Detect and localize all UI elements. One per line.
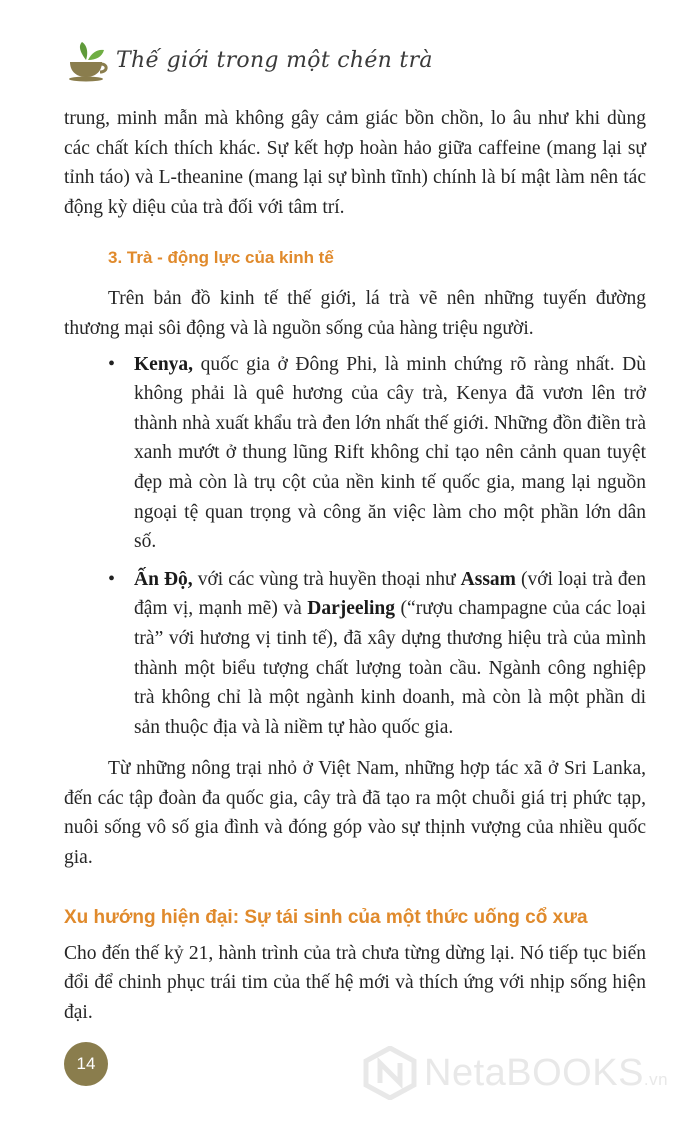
- list-item-india: [134, 565, 646, 743]
- tea-cup-icon: [66, 40, 110, 82]
- list-item-text: (với loại trà đen đậm vị, mạnh mẽ) và: [134, 568, 647, 620]
- list-item-text: (“rượu champagne của các loại trà” với hương vị tinh tế), đã xây dựng thương hiệu trà của mình thành một biểu tượng chất lượng toàn cầu. Ngành công nghiệp trà không chỉ là một ngành kinh doanh, mà còn là một phần di sản thuộc địa và là niềm tự hào quốc gia.: [134, 598, 646, 738]
- list-item-kenya: [134, 350, 646, 557]
- subsection-intro: Trên bản đồ kinh tế thế giới, lá trà vẽ nên những tuyến đường thương mại sôi động và là nguồn sống của hàng triệu người.: [64, 288, 646, 339]
- page-number: 14: [64, 1042, 108, 1086]
- netabooks-watermark: [362, 1046, 692, 1100]
- bold-term: Assam: [460, 568, 516, 590]
- subsection-heading: 3. Trà - động lực của kinh tế: [108, 248, 334, 268]
- bold-term: Kenya,: [134, 353, 194, 375]
- bold-term: Darjeeling: [307, 598, 396, 620]
- page-header: [66, 40, 626, 84]
- section-paragraph: Cho đến thế kỷ 21, hành trình của trà chưa từng dừng lại. Nó tiếp tục biến đổi để chinh phục trái tim của thế hệ mới và thích ứng với nhịp sống hiện đại.: [64, 942, 646, 1023]
- bullet-list: [64, 350, 646, 743]
- watermark-brand: NetaBOOKS: [424, 1052, 644, 1094]
- watermark-suffix: .vn: [643, 1070, 669, 1089]
- list-item-text: quốc gia ở Đông Phi, là minh chứng rõ ràng nhất. Dù không phải là quê hương của cây trà, Kenya đã vươn lên trở thành nhà xuất khẩu trà đen lớn nhất thế giới. Những đồn điền trà xanh mướt ở thung lũng Rift không chỉ tạo nên cảnh quan tuyệt đẹp mà còn là trụ cột của nền kinh tế quốc gia, mang lại nguồn ngoại tệ quan trọng và công ăn việc làm cho một phần lớn dân số.: [134, 353, 646, 553]
- section-heading: Xu hướng hiện đại: Sự tái sinh của một thức uống cổ xưa: [64, 906, 588, 928]
- netabooks-logo-icon: [362, 1046, 418, 1100]
- closing-paragraph: Từ những nông trại nhỏ ở Việt Nam, những hợp tác xã ở Sri Lanka, đến các tập đoàn đa quốc gia, cây trà đã tạo ra một chuỗi giá trị phức tạp, nuôi sống vô số gia đình và đóng góp vào sự thịnh vượng của nhiều quốc gia.: [64, 758, 646, 869]
- page-body: [64, 104, 646, 1027]
- list-item-text: với các vùng trà huyền thoại như: [192, 568, 461, 590]
- book-title: Thế giới trong một chén trà: [116, 48, 433, 73]
- watermark-text: [424, 1052, 668, 1095]
- bold-term: Ấn Độ,: [134, 568, 193, 590]
- intro-paragraph: trung, minh mẫn mà không gây cảm giác bồn chồn, lo âu như khi dùng các chất kích thích khác. Sự kết hợp hoàn hảo giữa caffeine (mang lại sự tỉnh táo) và L-theanine (mang lại sự bình tĩnh) chính là bí mật làm nên tác động kỳ diệu của trà đối với tâm trí.: [64, 108, 646, 218]
